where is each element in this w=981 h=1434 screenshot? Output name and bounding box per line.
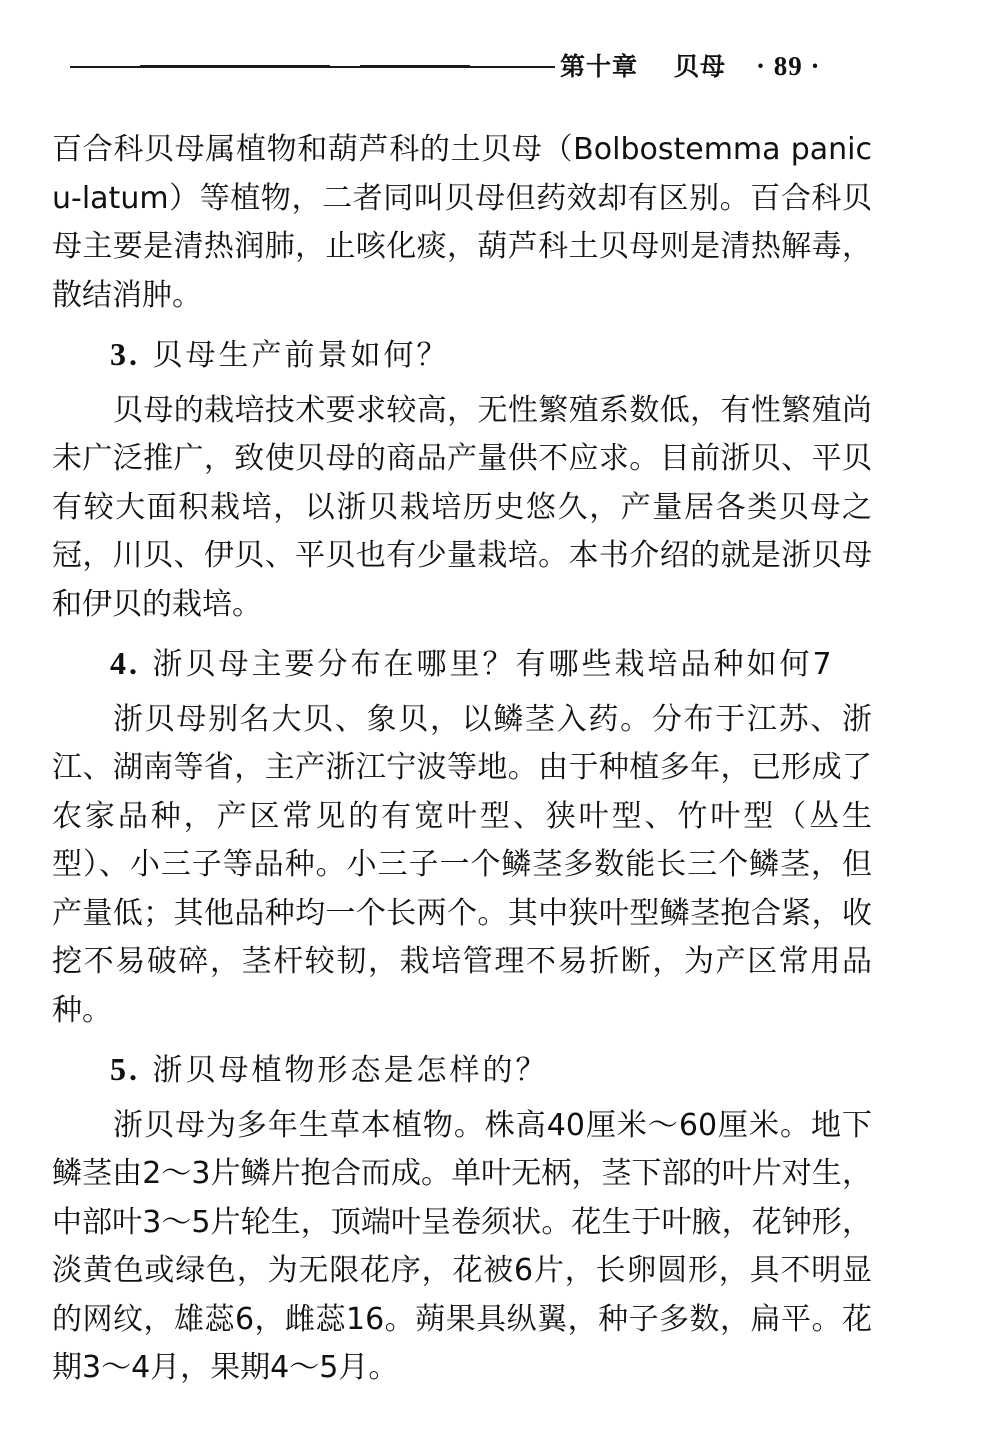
question-heading-5	[52, 1045, 872, 1096]
body-text	[52, 126, 872, 1393]
heading-text: 浙贝母主要分布在哪里？有哪些栽培品种如何7	[152, 647, 835, 682]
header-rule-segment	[360, 65, 470, 68]
running-head-text	[560, 46, 821, 87]
heading-number: 5.	[110, 1051, 140, 1087]
page-number: · 89 ·	[756, 51, 821, 81]
answer-paragraph-3: 贝母的栽培技术要求较高，无性繁殖系数低，有性繁殖尚未广泛推广，致使贝母的商品产量供不应求。目前浙贝、平贝有较大面积栽培，以浙贝栽培历史悠久，产量居各类贝母之冠，川贝、伊贝、平贝也有少量栽培。本书介绍的就是浙贝母和伊贝的栽培。	[52, 392, 872, 622]
heading-number: 3.	[110, 336, 140, 372]
answer-paragraph-5: 浙贝母为多年生草本植物。株高40厘米～60厘米。地下鳞茎由2～3片鳞片抱合而成。单叶无柄，茎下部的叶片对生，中部叶3～5片轮生，顶端叶呈卷须状。花生于叶腋，花钟形，淡黄色或绿色，为无限花序，花被6片，长卵圆形，具不明显的网纹，雄蕊6，雌蕊16。蒴果具纵翼，种子多数，扁平。花期3～4月，果期4～5月。	[52, 1107, 872, 1385]
question-heading-3	[52, 330, 872, 381]
answer-paragraph-4: 浙贝母别名大贝、象贝，以鳞茎入药。分布于江苏、浙江、湖南等省，主产浙江宁波等地。由于种植多年，已形成了农家品种，产区常见的有宽叶型、狭叶型、竹叶型（丛生型）、小三子等品种。小三子一个鳞茎多数能长三个鳞茎，但产量低；其他品种均一个长两个。其中狭叶型鳞茎抱合紧，收挖不易破碎，茎杆较韧，栽培管理不易折断，为产区常用品种。	[52, 701, 872, 1028]
paragraph-continued: 百合科贝母属植物和葫芦科的土贝母（Bolbostemma panicu-latum）等植物，二者同叫贝母但药效却有区别。百合科贝母主要是清热润肺，止咳化痰，葫芦科土贝母则是清热解毒，散结消肿。	[52, 132, 872, 313]
question-heading-4	[52, 639, 872, 690]
heading-text: 浙贝母植物形态是怎样的？	[152, 1053, 549, 1088]
header-rule-segment	[140, 65, 330, 68]
running-header	[70, 46, 850, 86]
heading-number: 4.	[110, 645, 140, 681]
topic-label: 贝母	[674, 52, 727, 81]
chapter-label: 第十章	[560, 52, 639, 81]
heading-text: 贝母生产前景如何？	[152, 338, 450, 373]
